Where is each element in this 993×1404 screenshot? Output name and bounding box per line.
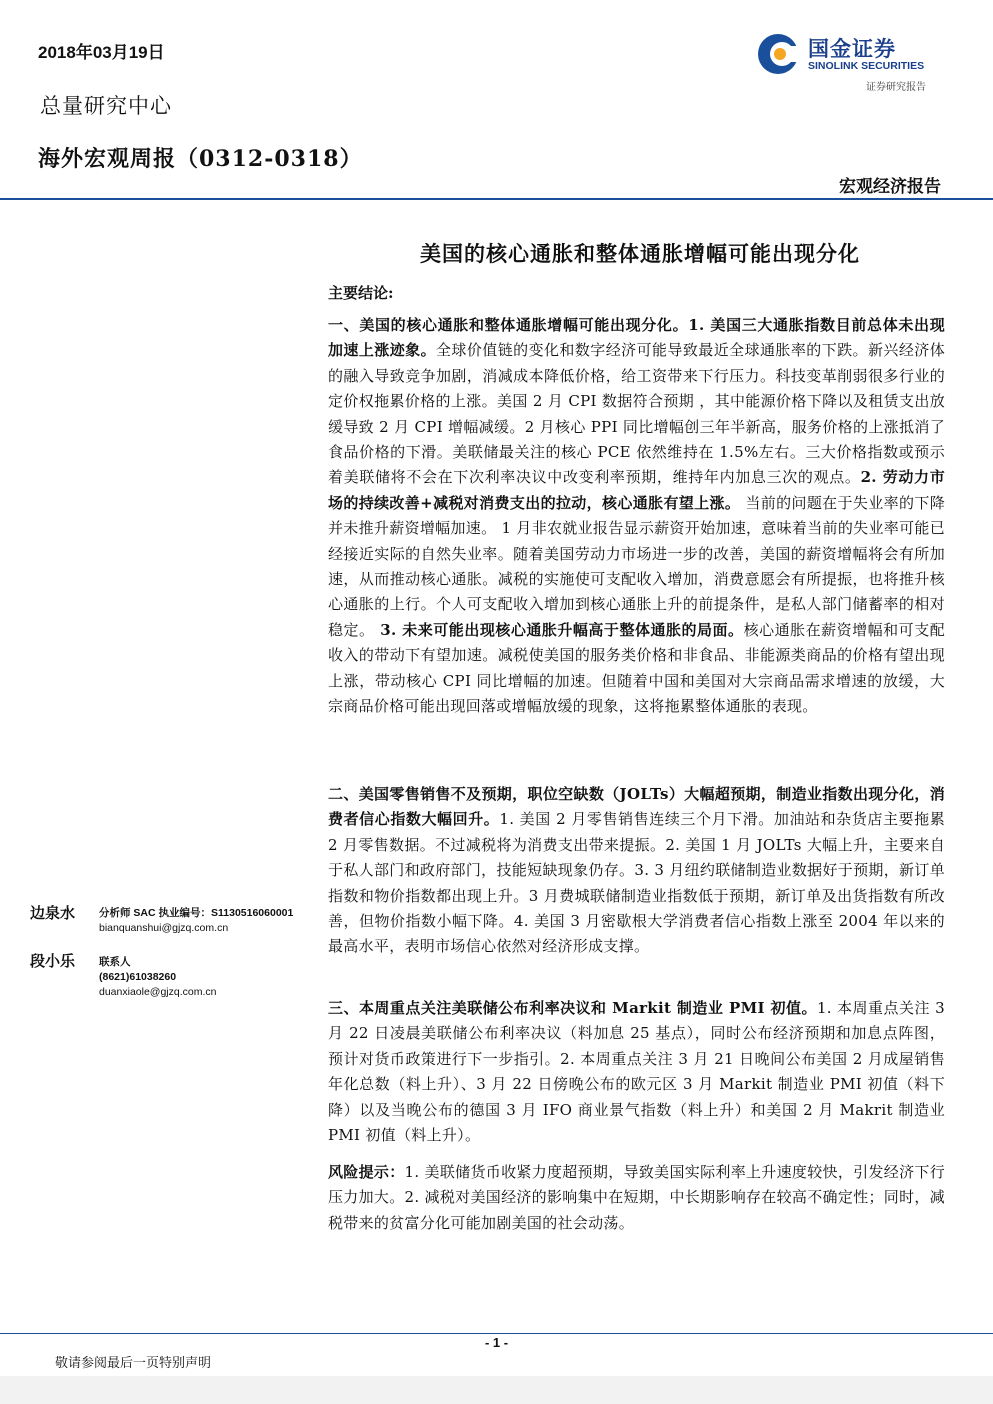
report-category: 证券研究报告	[866, 82, 926, 93]
author-1-info	[99, 906, 293, 936]
bottom-band	[0, 1376, 993, 1404]
company-logo-icon	[756, 32, 802, 76]
section-1-text-3: 核心通胀在薪资增幅和可支配收入的带动下有望加速。减税使美国的服务类价格和非食品、非能源类商品的价格有望出现上涨，带动核心 CPI 同比增幅的加速。但随着中国和美国对大宗商品需求增速的放缓，大宗商品价格可能出现回落或增幅放缓的现象，这将拖累整体通胀的表现。	[328, 620, 946, 716]
disclaimer: 敬请参阅最后一页特别声明	[55, 1356, 212, 1371]
author-2-name: 段小乐	[30, 952, 76, 970]
main-conclusion-label: 主要结论:	[328, 284, 394, 302]
author-1-role: 分析师 SAC 执业编号：S1130516060001	[99, 907, 294, 919]
risk-text: 1. 美联储货币收紧力度超预期，导致美国实际利率上升速度较快，引发经济下行压力加大。2. 减税对美国经济的影响集中在短期，中长期影响存在较高不确定性；同时，减税带来的贫富分化可能加剧美国的社会动荡。	[328, 1163, 945, 1232]
headline: 美国的核心通胀和整体通胀增幅可能出现分化	[420, 241, 860, 266]
research-center: 总量研究中心	[40, 94, 172, 118]
author-2-email[interactable]: duanxiaole@gjzq.com.cn	[99, 986, 217, 998]
section-3-text: 1. 本周重点关注 3 月 22 日凌晨美联储公布利率决议（料加息 25 基点），同时公布经济预期和加息点阵图，预计对货币政策进行下一步指引。2. 本周重点关注 3 月 21 日晚间公布美国 2 月成屋销售年化总数（料上升）、3 月 22 日傍晚公布的欧元区 3 月 Markit 制造业 PMI 初值（料下降）以及当晚公布的德国 3 月 IFO 商业景气指数（料上升）和美国 2 月 Makrit 制造业 PMI 初值（料上升）。	[328, 999, 945, 1145]
section-1-heading-3: 3. 未来可能出现核心通胀升幅高于整体通胀的局面。	[374, 620, 744, 639]
risk-section	[328, 1160, 945, 1236]
author-2-role: 联系人	[99, 956, 131, 968]
section-1-heading-2: 2. 劳动力市场的持续改善+减税对消费支出的拉动，核心通胀有望上涨。	[328, 468, 945, 512]
section-2-text: 1. 美国 2 月零售销售连续三个月下滑。加油站和杂货店主要拖累 2 月零售数据。不过减税将为消费支出带来提振。2. 美国 1 月 JOLTs 大幅上升，主要来自于私人部门和政府部门，技能短缺现象仍存。3. 3 月纽约联储制造业数据好于预期，新订单指数和物价指数都出现上升。3 月费城联储制造业指数低于预期，新订单及出货指数有所改善，但物价指数小幅下降。4. 美国 3 月密歇根大学消费者信心指数上涨至 2004 年以来的最高水平，表明市场信心依然对经济形成支撑。	[328, 810, 945, 956]
author-1-email[interactable]: bianquanshui@gjzq.com.cn	[99, 922, 229, 934]
header-divider	[0, 198, 993, 200]
section-3	[328, 996, 945, 1148]
logo-text-en: SINOLINK SECURITIES	[808, 60, 925, 72]
risk-heading: 风险提示：	[328, 1163, 405, 1181]
author-2-info	[99, 955, 216, 1000]
section-2	[328, 782, 945, 960]
author-2-phone: (8621)61038260	[99, 971, 177, 983]
logo-text-cn: 国金证券	[808, 38, 896, 61]
section-1-text-2: 当前的问题在于失业率的下降并未推升薪资增幅加速。 1 月非农就业报告显示薪资开始加速，意味着当前的失业率可能已经接近实际的自然失业率。随着美国劳动力市场进一步的改善，美国的薪资增幅将会有所加速，从而推动核心通胀。减税的实施使可支配收入增加，消费意愿会有所提振，也将推升核心通胀的上行。个人可支配收入增加到核心通胀上升的前提条件，是私人部门储蓄率的相对稳定。	[328, 493, 945, 639]
report-date: 2018年03月19日	[38, 43, 165, 62]
author-1-name: 边泉水	[30, 904, 76, 922]
section-1	[328, 313, 945, 720]
section-2-heading: 二、美国零售销售不及预期，职位空缺数（JOLTs）大幅超预期，制造业指数出现分化，消费者信心指数大幅回升。	[328, 785, 945, 829]
report-title: 海外宏观周报（0312-0318）	[38, 146, 363, 172]
section-1-heading: 一、美国的核心通胀和整体通胀增幅可能出现分化。1. 美国三大通胀指数目前总体未出现加速上涨迹象。	[328, 316, 945, 360]
report-type: 宏观经济报告	[839, 177, 941, 197]
footer-divider	[0, 1333, 993, 1334]
section-1-text: 全球价值链的变化和数字经济可能导致最近全球通胀率的下跌。新兴经济体的融入导致竞争加剧，消减成本降低价格，给工资带来下行压力。科技变革削弱很多行业的定价权拖累价格的上涨。美国 2 月 CPI 数据符合预期 ，其中能源价格下降以及租赁支出放缓导致 2 月 CPI 增幅减缓。2 月核心 PPI 同比增幅创三年半新高，服务价格的上涨抵消了食品价格的下滑。美联储最关注的核心 PCE 依然维持在 1.5%左右。三大价格指数或预示着美联储将不会在下次利率决议中改变利率预期，维持年内加息三次的观点。	[328, 341, 945, 487]
page-number: - 1 -	[484, 1335, 509, 1350]
section-3-heading: 三、本周重点关注美联储公布利率决议和 Markit 制造业 PMI 初值。	[328, 999, 817, 1017]
